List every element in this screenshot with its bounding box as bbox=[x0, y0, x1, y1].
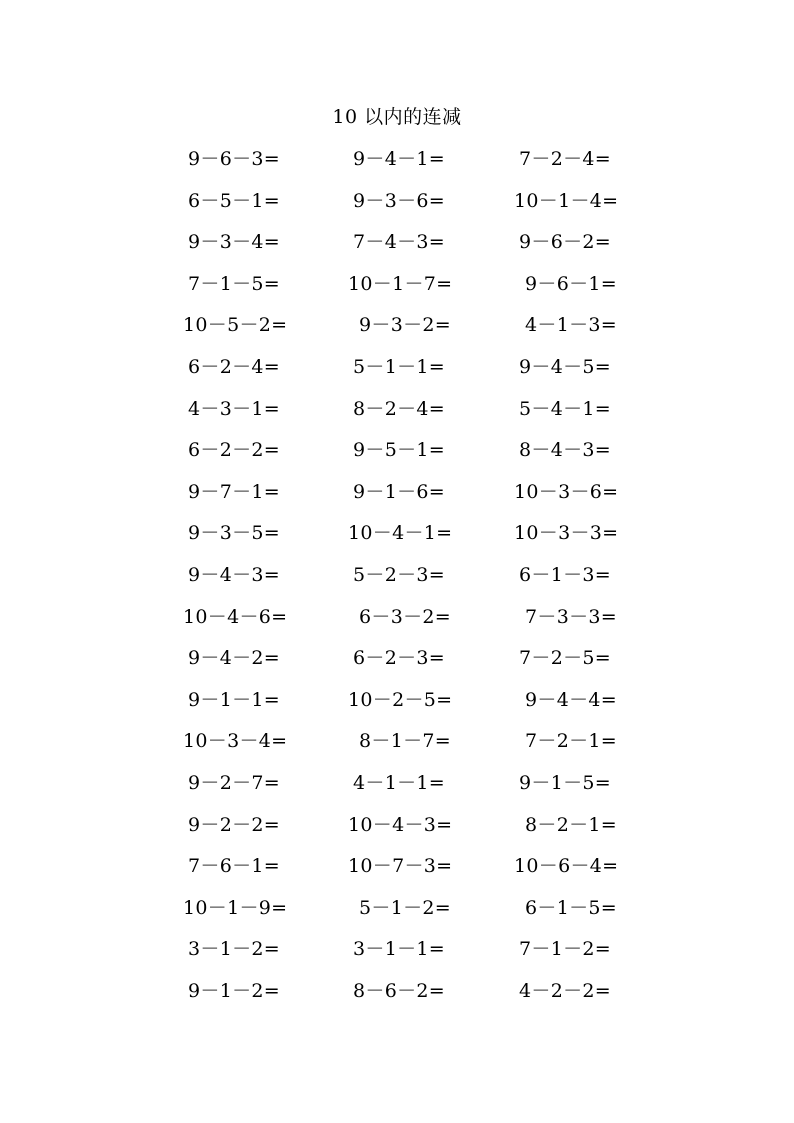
exercise-item: 6－2－2= bbox=[188, 439, 280, 462]
exercise-row bbox=[0, 146, 794, 188]
exercise-item: 10－3－3= bbox=[514, 522, 619, 545]
exercise-item: 10－4－1= bbox=[348, 522, 453, 545]
exercise-item: 6－3－2= bbox=[359, 605, 451, 628]
exercise-row bbox=[0, 479, 794, 521]
exercise-item: 6－1－5= bbox=[525, 896, 617, 919]
exercise-item: 8－6－2= bbox=[353, 979, 445, 1002]
exercise-row bbox=[0, 229, 794, 271]
exercise-item: 9－3－2= bbox=[359, 314, 451, 337]
exercise-item: 7－1－2= bbox=[519, 938, 611, 961]
exercise-item: 9－7－1= bbox=[188, 480, 280, 503]
exercise-item: 10－3－6= bbox=[514, 480, 619, 503]
exercise-item: 4－1－1= bbox=[353, 771, 445, 794]
exercise-item: 8－4－3= bbox=[519, 439, 611, 462]
exercise-item: 9－1－2= bbox=[188, 979, 280, 1002]
exercise-item: 10－3－4= bbox=[183, 730, 288, 753]
exercise-item: 5－2－3= bbox=[353, 563, 445, 586]
exercise-item: 9－2－7= bbox=[188, 771, 280, 794]
exercise-row bbox=[0, 520, 794, 562]
exercise-item: 9－1－1= bbox=[188, 688, 280, 711]
exercise-item: 9－4－4= bbox=[525, 688, 617, 711]
exercise-item: 6－2－4= bbox=[188, 355, 280, 378]
exercise-item: 6－1－3= bbox=[519, 563, 611, 586]
exercise-item: 6－5－1= bbox=[188, 189, 280, 212]
exercise-row bbox=[0, 728, 794, 770]
exercise-item: 8－2－1= bbox=[525, 813, 617, 836]
exercise-item: 4－3－1= bbox=[188, 397, 280, 420]
exercise-item: 5－1－2= bbox=[359, 896, 451, 919]
exercise-item: 6－2－3= bbox=[353, 647, 445, 670]
exercise-row bbox=[0, 812, 794, 854]
exercise-row bbox=[0, 853, 794, 895]
exercise-row bbox=[0, 687, 794, 729]
exercise-item: 9－5－1= bbox=[353, 439, 445, 462]
exercise-item: 7－1－5= bbox=[188, 272, 280, 295]
exercise-item: 5－1－1= bbox=[353, 355, 445, 378]
exercise-item: 4－2－2= bbox=[519, 979, 611, 1002]
exercise-item: 9－4－2= bbox=[188, 647, 280, 670]
exercise-item: 7－2－5= bbox=[519, 647, 611, 670]
exercise-row bbox=[0, 354, 794, 396]
exercise-item: 7－2－4= bbox=[519, 148, 611, 170]
exercise-row bbox=[0, 271, 794, 313]
exercise-item: 9－6－1= bbox=[525, 272, 617, 295]
exercise-row bbox=[0, 978, 794, 1020]
exercise-list bbox=[0, 146, 794, 1019]
exercise-item: 9－4－3= bbox=[188, 563, 280, 586]
exercise-item: 9－6－2= bbox=[519, 231, 611, 254]
exercise-item: 3－1－1= bbox=[353, 938, 445, 961]
exercise-item: 5－4－1= bbox=[519, 397, 611, 420]
exercise-row bbox=[0, 645, 794, 687]
exercise-row bbox=[0, 936, 794, 978]
exercise-row bbox=[0, 895, 794, 937]
exercise-item: 9－3－5= bbox=[188, 522, 280, 545]
exercise-item: 9－2－2= bbox=[188, 813, 280, 836]
exercise-item: 7－2－1= bbox=[525, 730, 617, 753]
exercise-row bbox=[0, 437, 794, 479]
exercise-row bbox=[0, 562, 794, 604]
exercise-item: 7－3－3= bbox=[525, 605, 617, 628]
exercise-item: 4－1－3= bbox=[525, 314, 617, 337]
exercise-row bbox=[0, 604, 794, 646]
exercise-item: 10－7－3= bbox=[348, 855, 453, 878]
exercise-item: 9－1－5= bbox=[519, 771, 611, 794]
exercise-item: 10－1－7= bbox=[348, 272, 453, 295]
exercise-item: 3－1－2= bbox=[188, 938, 280, 961]
exercise-item: 10－6－4= bbox=[514, 855, 619, 878]
exercise-item: 9－3－6= bbox=[353, 189, 445, 212]
exercise-item: 10－5－2= bbox=[183, 314, 288, 337]
exercise-item: 7－4－3= bbox=[353, 231, 445, 254]
exercise-row bbox=[0, 396, 794, 438]
exercise-item: 10－2－5= bbox=[348, 688, 453, 711]
exercise-row bbox=[0, 188, 794, 230]
exercise-item: 9－4－5= bbox=[519, 355, 611, 378]
exercise-item: 8－1－7= bbox=[359, 730, 451, 753]
exercise-item: 7－6－1= bbox=[188, 855, 280, 878]
exercise-item: 8－2－4= bbox=[353, 397, 445, 420]
exercise-item: 9－1－6= bbox=[353, 480, 445, 503]
exercise-row bbox=[0, 312, 794, 354]
exercise-item: 9－4－1= bbox=[353, 148, 445, 170]
exercise-item: 10－4－3= bbox=[348, 813, 453, 836]
exercise-item: 9－6－3= bbox=[188, 148, 280, 170]
exercise-item: 9－3－4= bbox=[188, 231, 280, 254]
exercise-item: 10－1－9= bbox=[183, 896, 288, 919]
exercise-item: 10－4－6= bbox=[183, 605, 288, 628]
exercise-item: 10－1－4= bbox=[514, 189, 619, 212]
page-title: 10 以内的连减 bbox=[332, 106, 462, 128]
exercise-row bbox=[0, 770, 794, 812]
